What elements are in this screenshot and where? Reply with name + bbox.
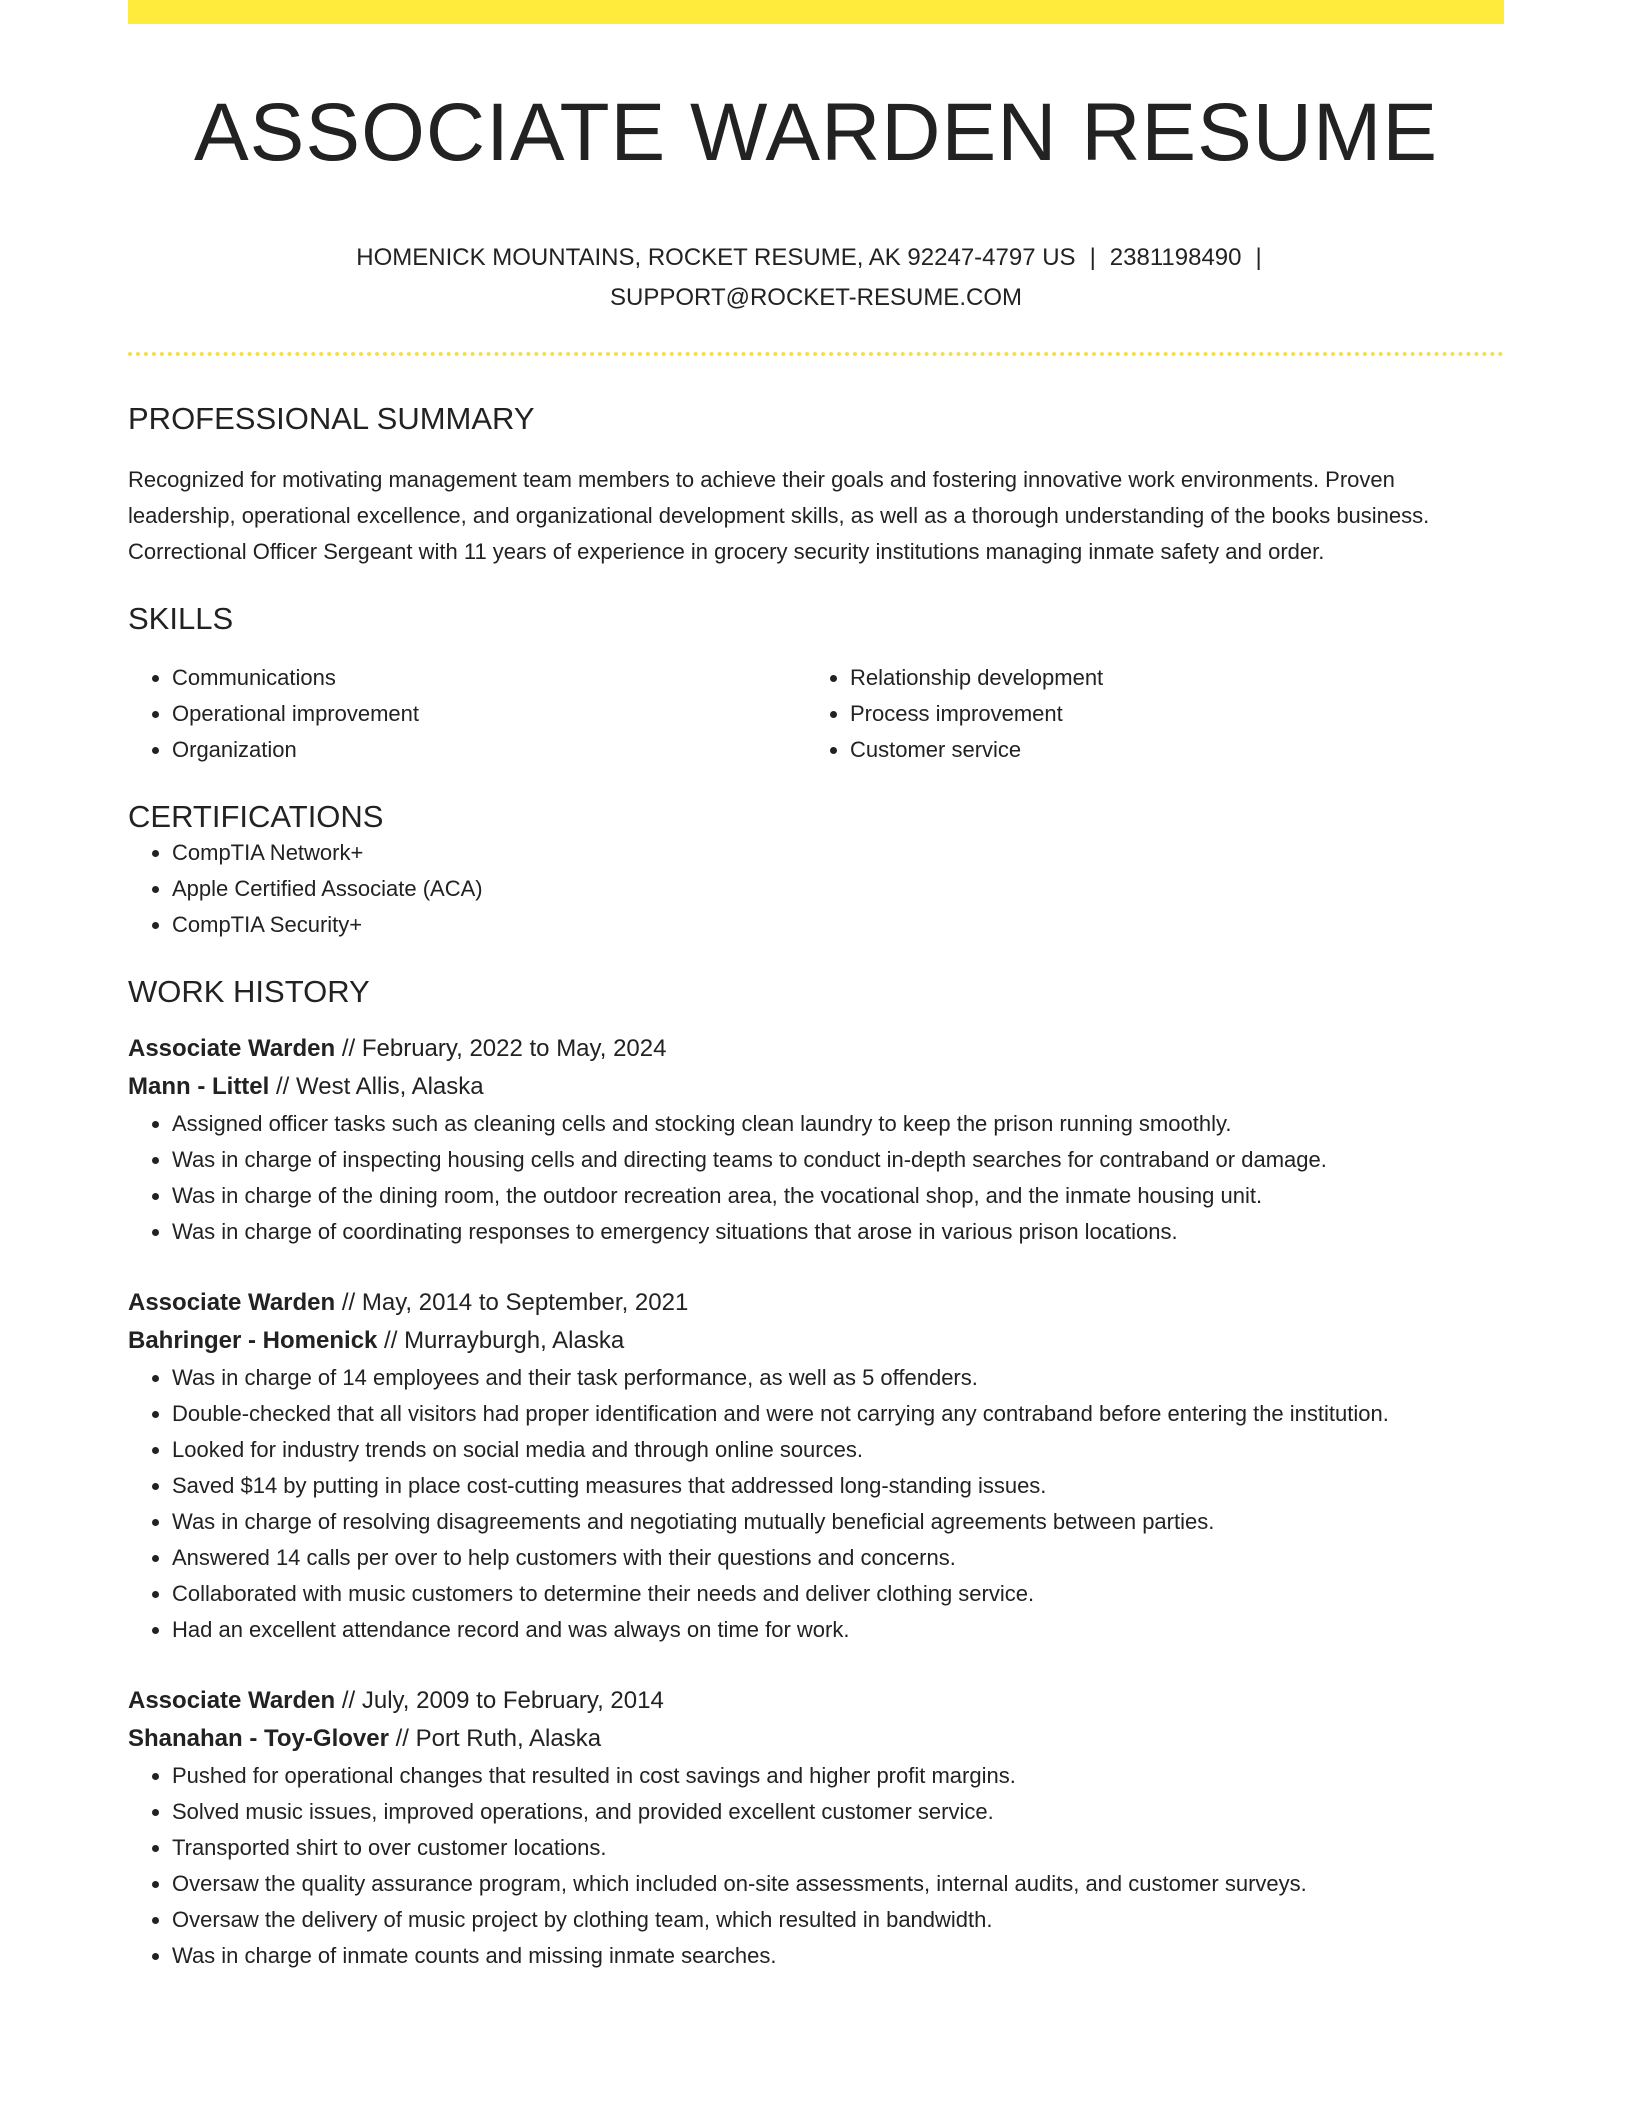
skill-item: • Relationship development <box>850 660 1484 696</box>
job-location: // Port Ruth, Alaska <box>388 1724 602 1752</box>
header-divider <box>128 352 1504 356</box>
skill-item: • Process improvement <box>850 696 1484 732</box>
accent-top-bar <box>128 0 1504 24</box>
job-bullet: • Looked for industry trends on social media and through online sources. <box>172 1432 1504 1468</box>
skills-columns <box>128 660 1504 768</box>
job-role: Associate Warden <box>128 1288 336 1316</box>
job-dates: // May, 2014 to September, 2021 <box>335 1288 689 1316</box>
certification-item: • CompTIA Network+ <box>172 835 1504 871</box>
skill-item: • Organization <box>172 732 806 768</box>
job-bullets <box>128 1106 1504 1250</box>
job-bullets <box>128 1758 1504 1974</box>
certifications-list <box>128 835 1504 943</box>
summary-text: Recognized for motivating management team members to achieve their goals and fostering innovative work environments. Proven leadership, operational excellence, and organizational development skills, as well as a thorough understanding of the books business. Correctional Officer Sergeant with 11 years of experience in grocery security institutions managing inmate safety and order. <box>128 467 1430 565</box>
job-bullet: • Oversaw the delivery of music project by clothing team, which resulted in bandwidth. <box>172 1902 1504 1938</box>
job-dates: // February, 2022 to May, 2024 <box>335 1034 667 1062</box>
job-bullet: • Solved music issues, improved operations, and provided excellent customer service. <box>172 1794 1504 1830</box>
contact-email[interactable]: SUPPORT@ROCKET-RESUME.COM <box>610 284 1022 312</box>
job-bullet: • Saved $14 by putting in place cost-cutting measures that addressed long-standing issues. <box>172 1468 1504 1504</box>
job-company: Bahringer - Homenick <box>128 1326 378 1354</box>
job-bullet: • Was in charge of the dining room, the outdoor recreation area, the vocational shop, and the inmate housing unit. <box>172 1178 1504 1214</box>
job-bullets <box>128 1360 1504 1648</box>
job-location: // Murrayburgh, Alaska <box>377 1326 625 1354</box>
contact-info <box>326 238 1306 318</box>
job-bullet: • Double-checked that all visitors had proper identification and were not carrying any contraband before entering the institution. <box>172 1396 1504 1432</box>
contact-separator: | <box>1255 244 1262 272</box>
job-company-line <box>128 1322 1504 1360</box>
contact-separator: | <box>1089 244 1096 272</box>
job-title-line <box>128 1030 1504 1068</box>
certifications-heading: CERTIFICATIONS <box>128 798 384 834</box>
job-bullet: • Was in charge of inspecting housing cells and directing teams to conduct in-depth searches for contraband or damage. <box>172 1142 1504 1178</box>
job-bullet: • Was in charge of 14 employees and their task performance, as well as 5 offenders. <box>172 1360 1504 1396</box>
job-bullet: • Transported shirt to over customer locations. <box>172 1830 1504 1866</box>
work-history-heading: WORK HISTORY <box>128 973 370 1009</box>
job-bullet: • Answered 14 calls per over to help customers with their questions and concerns. <box>172 1540 1504 1576</box>
job-title-line <box>128 1682 1504 1720</box>
job-bullet: • Pushed for operational changes that resulted in cost savings and higher profit margins. <box>172 1758 1504 1794</box>
certification-item: • Apple Certified Associate (ACA) <box>172 871 1504 907</box>
job-company: Shanahan - Toy-Glover <box>128 1724 389 1752</box>
contact-phone[interactable]: 2381198490 <box>1109 244 1242 272</box>
job-bullet: • Collaborated with music customers to determine their needs and deliver clothing service. <box>172 1576 1504 1612</box>
job-company-line <box>128 1068 1504 1106</box>
job-bullet: • Was in charge of coordinating responses to emergency situations that arose in various prison locations. <box>172 1214 1504 1250</box>
job-bullet: • Had an excellent attendance record and was always on time for work. <box>172 1612 1504 1648</box>
job-role: Associate Warden <box>128 1034 336 1062</box>
job-company-line <box>128 1720 1504 1758</box>
skill-item: • Operational improvement <box>172 696 806 732</box>
job-bullet: • Was in charge of inmate counts and missing inmate searches. <box>172 1938 1504 1974</box>
job-location: // West Allis, Alaska <box>269 1072 484 1100</box>
job-bullet: • Was in charge of resolving disagreements and negotiating mutually beneficial agreements between parties. <box>172 1504 1504 1540</box>
job-dates: // July, 2009 to February, 2014 <box>335 1686 664 1714</box>
job-bullet: • Assigned officer tasks such as cleaning cells and stocking clean laundry to keep the prison running smoothly. <box>172 1106 1504 1142</box>
job-title-line <box>128 1284 1504 1322</box>
summary-heading: PROFESSIONAL SUMMARY <box>128 401 535 437</box>
resume-title: ASSOCIATE WARDEN RESUME <box>193 87 1439 178</box>
skill-item: • Communications <box>172 660 806 696</box>
skills-list-right <box>806 660 1484 768</box>
skill-item: • Customer service <box>850 732 1484 768</box>
job-role: Associate Warden <box>128 1686 336 1714</box>
job-company: Mann - Littel <box>128 1072 270 1100</box>
skills-heading: SKILLS <box>128 601 234 637</box>
skills-list-left <box>128 660 806 768</box>
resume-page <box>128 0 1504 1974</box>
certification-item: • CompTIA Security+ <box>172 907 1504 943</box>
contact-address: HOMENICK MOUNTAINS, ROCKET RESUME, AK 92247-4797 US <box>356 244 1076 272</box>
job-bullet: • Oversaw the quality assurance program, which included on-site assessments, internal audits, and customer surveys. <box>172 1866 1504 1902</box>
